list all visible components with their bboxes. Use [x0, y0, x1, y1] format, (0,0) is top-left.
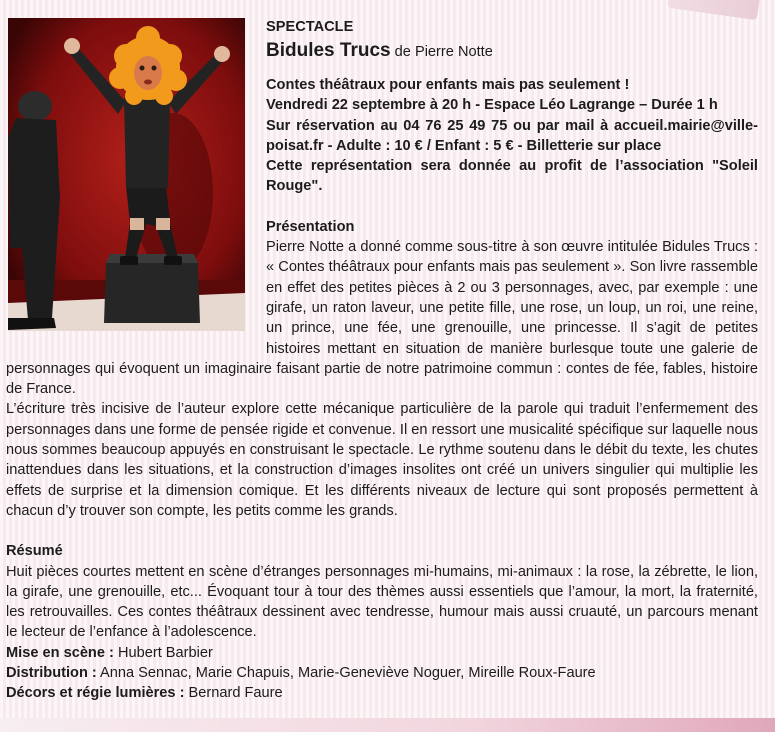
credit-cast-value: Anna Sennac, Marie Chapuis, Marie-Geneviève Noguer, Mireille Roux-Faure — [100, 665, 596, 682]
presentation-heading: Présentation — [266, 218, 355, 235]
info-date: Vendredi 22 septembre à 20 h - Espace Léo Lagrange – Durée 1 h — [266, 97, 718, 114]
article — [6, 16, 758, 704]
resume-section — [6, 541, 758, 642]
info-booking: Sur réservation au 04 76 25 49 75 ou par mail à accueil.mairie@ville-poisat.fr - Adulte : 10 € / Enfant : 5 € - Billetterie sur place — [266, 117, 758, 154]
resume-heading: Résumé — [6, 543, 63, 560]
credit-sets-lighting — [6, 683, 758, 703]
resume-paragraph: Huit pièces courtes mettent en scène d’étranges personnages mi-humains, mi-animaux : la rose, la zébrette, le lion, la girafe, une grenouille, etc... Évoquant tour à tour des thèmes aussi essentiels que l’amour, la mort, la fraternité, les retrouvailles. Ces contes théâtraux dessinent avec tendresse, humour mais aussi cruauté, un parcours menant le lecteur de l’enfance à l’adolescence. — [6, 563, 758, 641]
article-kicker: SPECTACLE — [266, 19, 354, 35]
photo-spacer — [6, 16, 266, 354]
credit-sets-lighting-value: Bernard Faure — [188, 685, 283, 702]
credit-sets-lighting-label: Décors et régie lumières : — [6, 685, 185, 702]
credit-direction-value: Hubert Barbier — [117, 644, 213, 661]
show-author: de Pierre Notte — [394, 44, 493, 60]
credit-cast — [6, 663, 758, 683]
credits — [6, 643, 758, 704]
credit-cast-label: Distribution : — [6, 665, 97, 682]
credit-direction-label: Mise en scène : — [6, 644, 114, 661]
bottom-decoration-bar — [0, 718, 775, 732]
info-subtitle: Contes théâtraux pour enfants mais pas seulement ! — [266, 77, 630, 93]
info-benefit: Cette représentation sera donnée au profit de l’association "Soleil Rouge". — [266, 158, 758, 195]
credit-direction — [6, 643, 758, 663]
presentation-paragraph-2: L’écriture très incisive de l’auteur explore cette mécanique particulière de la parole qui traduit l’enfermement des personnages dans une forme de pensée rigide et convenue. Il en ressort une musicalité spécifique sur laquelle nous nous sommes beaucoup appuyés en construisant le spectacle. Le rythme soutenu dans le débit du texte, les chutes inattendues dans les situations, et la construction d’images insolites ont créé un univers singulier qui multiplie les effets de surprise et la dimension comique. Et les différents niveaux de lecture qui sont proposés permettent à chacun d’y trouver son compte, les petits comme les grands. — [6, 401, 758, 519]
presentation-paragraph-1: Pierre Notte a donné comme sous-titre à son œuvre intitulée Bidules Trucs : « Contes théâtraux pour enfants mais pas seulement ». Son livre rassemble en effet des petites pièces à 2 ou 3 personnages, avec, par exemple : une girafe, un raton laveur, une petite fille, une rose, un loup, un roi, une reine, un prince, une fée, une grenouille, une princesse. Il s’agit de petites histoires mettant en situation de manière burlesque toute une galerie de personnages qui évoquent un imaginaire faisant partie de notre patrimoine commun : contes de fée, fables, histoire de France. — [6, 239, 758, 398]
show-title: Bidules Trucs — [266, 40, 391, 61]
